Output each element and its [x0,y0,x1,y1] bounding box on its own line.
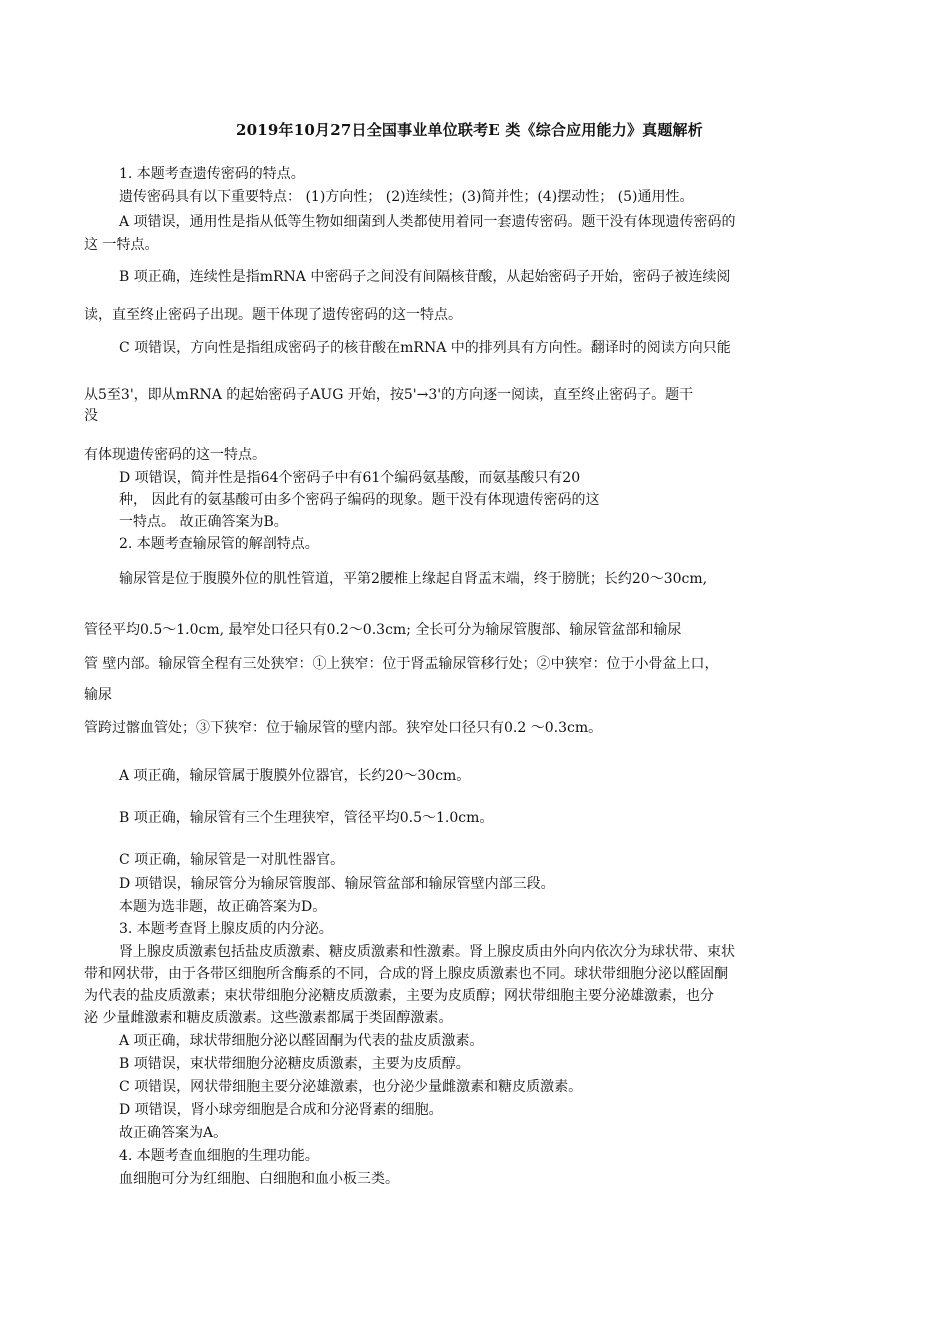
text-line: 3. 本题考查肾上腺皮质的内分泌。 [119,921,333,937]
text-line: 管径平均0.5～1.0cm, 最窄处口径只有0.2～0.3cm; 全长可分为输尿管腹部、输尿管盆部和输尿 [84,622,682,638]
text-line: 本题为选非题，故正确答案为D。 [119,899,327,915]
text-line: 遗传密码具有以下重要特点： (1)方向性； (2)连续性；(3)简并性；(4)摆动性； (5)通用性。 [119,189,694,205]
text-line: 泌 少量雌激素和糖皮质激素。这些激素都属于类固醇激素。 [84,1010,453,1026]
text-line: 没 [84,408,98,424]
text-line: 从5至3'，即从mRNA 的起始密码子AUG 开始，按5'→3'的方向逐一阅读，直至终止密码子。题干 [84,387,694,403]
text-line: 带和网状带，由于各带区细胞所含酶系的不同，合成的肾上腺皮质激素也不同。球状带细胞分泌以醛固酮 [84,966,728,982]
text-line: 管跨过髂血管处；③下狭窄：位于输尿管的壁内部。狭窄处口径只有0.2 ～0.3cm。 [84,720,603,736]
text-line: B 项正确，输尿管有三个生理狭窄，管径平均0.5～1.0cm。 [119,810,494,826]
text-line: 血细胞可分为红细胞、白细胞和血小板三类。 [119,1171,399,1187]
text-line: 种， 因此有的氨基酸可由多个密码子编码的现象。题干没有体现遗传密码的这 [119,492,600,508]
text-line: 故正确答案为A。 [119,1125,228,1141]
text-line: C 项错误，网状带细胞主要分泌雄激素，也分泌少量雌激素和糖皮质激素。 [119,1079,583,1095]
text-line: 输尿管是位于腹膜外位的肌性管道，平第2腰椎上缘起自肾盂末端，终于膀胱；长约20～30cm, [119,571,708,587]
text-line: A 项正确，输尿管属于腹膜外位器官，长约20～30cm。 [119,768,471,784]
text-line: 这 一特点。 [84,237,159,253]
text-line: 为代表的盐皮质激素；束状带细胞分泌糖皮质激素，主要为皮质醇；网状带细胞主要分泌雄激素，也分 [84,988,714,1004]
text-line: 读，直至终止密码子出现。题干体现了遗传密码的这一特点。 [84,307,462,323]
text-line: C 项错误，方向性是指组成密码子的核苷酸在mRNA 中的排列具有方向性。翻译时的阅读方向只能 [119,340,731,356]
text-line: 1. 本题考查遗传密码的特点。 [119,166,305,182]
text-line: A 项正确，球状带细胞分泌以醛固酮为代表的盐皮质激素。 [119,1033,484,1049]
text-line: 管 壁内部。输尿管全程有三处狭窄：①上狭窄：位于肾盂输尿管移行处；②中狭窄：位于小骨盆上口， [84,656,719,672]
text-line: D 项错误，肾小球旁细胞是合成和分泌肾素的细胞。 [119,1102,443,1118]
text-line: B 项正确，连续性是指mRNA 中密码子之间没有间隔核苷酸，从起始密码子开始，密码子被连续阅 [119,269,731,285]
text-line: A 项错误，通用性是指从低等生物如细菌到人类都使用着同一套遗传密码。题干没有体现遗传密码的 [119,214,736,230]
text-line: D 项错误，输尿管分为输尿管腹部、输尿管盆部和输尿管壁内部三段。 [119,876,555,892]
text-line: 一特点。 故正确答案为B。 [119,514,288,530]
text-line: C 项正确，输尿管是一对肌性器官。 [119,852,345,868]
document-title: 2019年10月27日全国事业单位联考E 类《综合应用能力》真题解析 [236,121,703,139]
text-line: 2. 本题考查输尿管的解剖特点。 [119,536,319,552]
text-line: 输尿 [84,687,112,703]
text-line: 4. 本题考查血细胞的生理功能。 [119,1148,319,1164]
text-line: D 项错误，简并性是指64个密码子中有61个编码氨基酸，而氨基酸只有20 [119,470,581,486]
text-line: B 项错误，束状带细胞分泌糖皮质激素，主要为皮质醇。 [119,1056,470,1072]
text-line: 有体现遗传密码的这一特点。 [84,447,266,463]
text-line: 肾上腺皮质激素包括盐皮质激素、糖皮质激素和性激素。肾上腺皮质由外向内依次分为球状带、束状 [119,944,735,960]
